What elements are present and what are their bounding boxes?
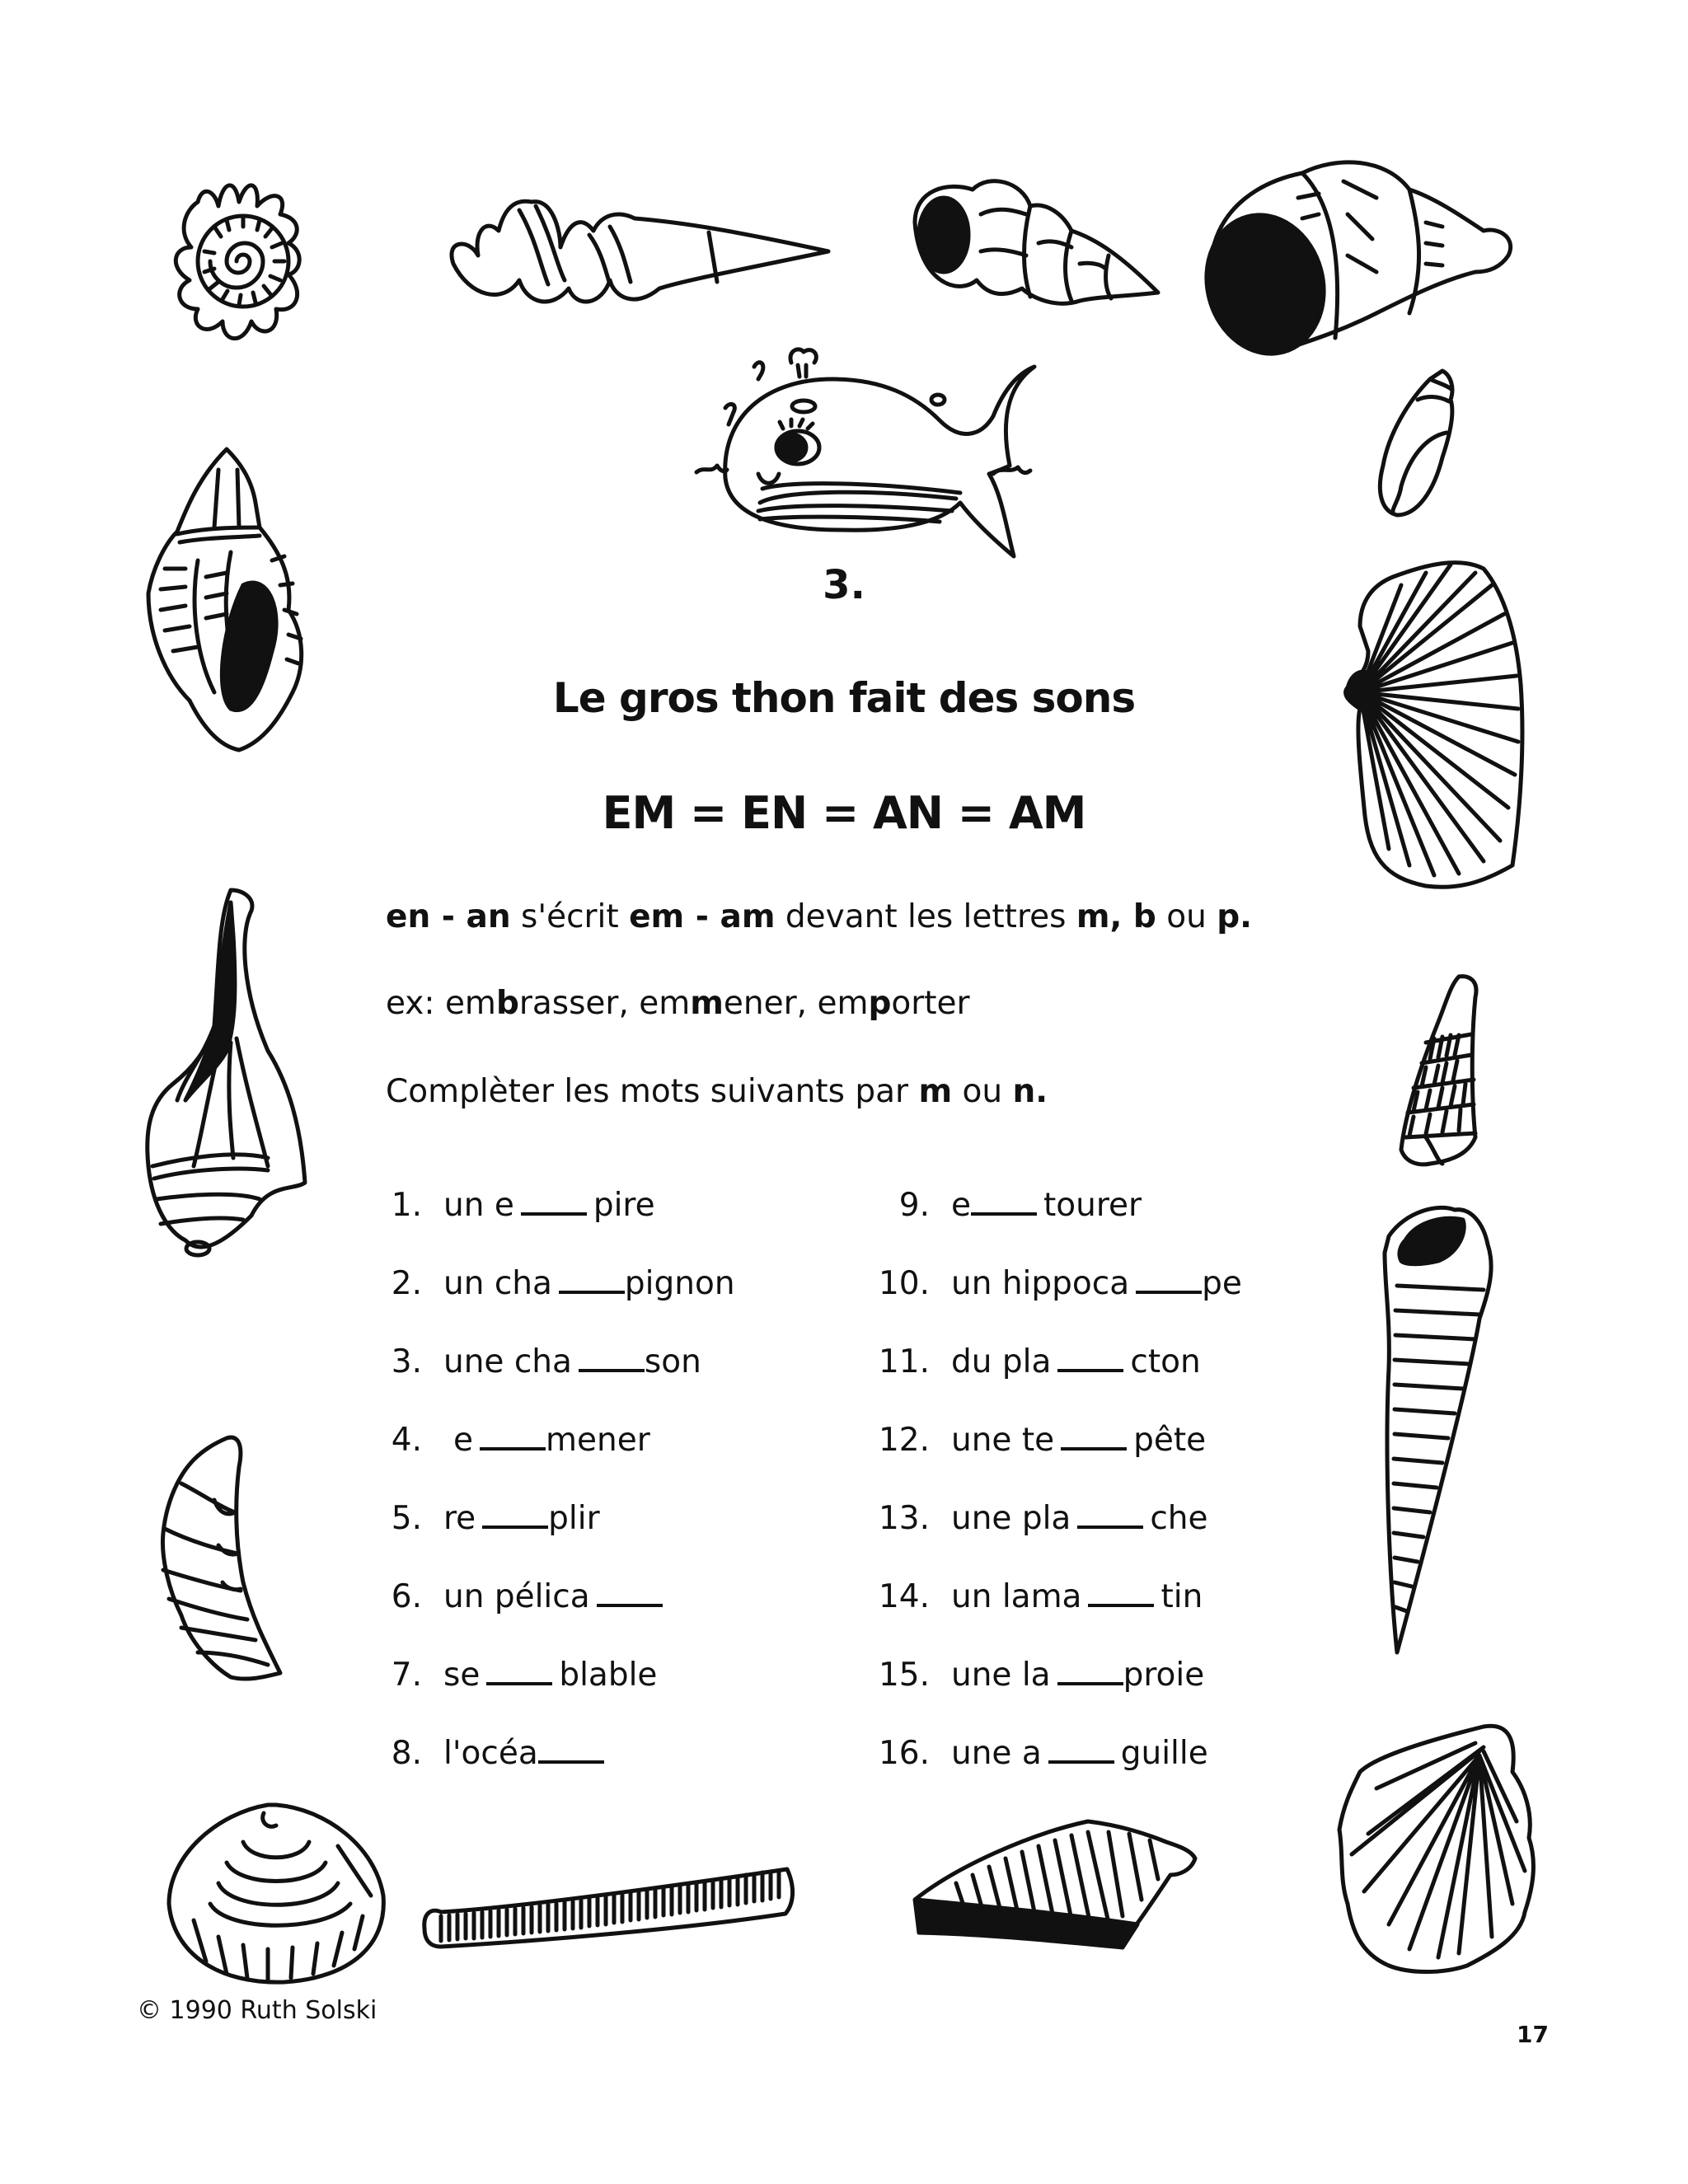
answer-blank[interactable] bbox=[1077, 1525, 1143, 1529]
example-word-part: em bbox=[444, 985, 496, 1022]
example-word-part: ener, bbox=[723, 985, 818, 1022]
exercise-suffix: proie bbox=[1123, 1657, 1205, 1694]
exercise-prefix: une pla bbox=[951, 1500, 1071, 1537]
exercise-item bbox=[387, 1500, 600, 1537]
exercise-item bbox=[387, 1187, 655, 1224]
exercise-suffix: che bbox=[1150, 1500, 1208, 1537]
exercise-prefix: un lama bbox=[951, 1578, 1082, 1615]
exercise-prefix: une te bbox=[951, 1422, 1055, 1459]
exercise-item bbox=[874, 1343, 1201, 1380]
exercise-prefix: re bbox=[443, 1500, 476, 1537]
exercise-item bbox=[874, 1187, 1142, 1224]
large-snail-shell-icon bbox=[1195, 148, 1525, 363]
lesson-number: 3. bbox=[823, 562, 865, 608]
exercise-prefix: un hippoca bbox=[951, 1265, 1130, 1302]
answer-blank[interactable] bbox=[486, 1681, 552, 1685]
instruction-text: ou bbox=[952, 1073, 1013, 1110]
answer-blank[interactable] bbox=[538, 1760, 604, 1764]
exercise-item bbox=[387, 1657, 657, 1694]
exercise-item bbox=[874, 1735, 1208, 1772]
segmented-shell-icon bbox=[148, 1434, 297, 1681]
answer-blank[interactable] bbox=[597, 1603, 663, 1607]
exercise-suffix: pire bbox=[593, 1187, 655, 1224]
whale-icon bbox=[676, 342, 1030, 573]
exercise-number: 7. bbox=[391, 1657, 422, 1694]
exercise-suffix: tin bbox=[1160, 1578, 1203, 1615]
example-line bbox=[386, 985, 970, 1022]
instruction-text: Complèter les mots suivants par bbox=[386, 1073, 919, 1110]
rule-text: ou bbox=[1156, 898, 1217, 935]
exercise-prefix: une cha bbox=[443, 1343, 572, 1380]
exercise-suffix: plir bbox=[548, 1500, 600, 1537]
sound-formula: EM = EN = AN = AM bbox=[602, 787, 1086, 839]
exercise-suffix: pête bbox=[1133, 1422, 1207, 1459]
exercise-number: 1. bbox=[391, 1187, 422, 1224]
exercise-item bbox=[874, 1500, 1207, 1537]
wavy-spiral-shell-icon bbox=[437, 173, 832, 321]
answer-blank[interactable] bbox=[1088, 1603, 1154, 1607]
clam-shell-icon bbox=[161, 1797, 392, 1986]
exercise-prefix: e bbox=[453, 1422, 473, 1459]
exercise-number: 12. bbox=[878, 1422, 930, 1459]
answer-blank[interactable] bbox=[521, 1212, 587, 1216]
exercise-item bbox=[387, 1422, 650, 1459]
page-number: 17 bbox=[1517, 2021, 1549, 2048]
exercise-suffix: blable bbox=[559, 1657, 658, 1694]
rule-text: s'écrit bbox=[510, 898, 630, 935]
exercise-suffix: pignon bbox=[624, 1265, 735, 1302]
exercise-number: 6. bbox=[391, 1578, 422, 1615]
answer-blank[interactable] bbox=[1057, 1368, 1123, 1372]
tower-auger-shell-icon bbox=[1393, 972, 1500, 1170]
exercise-item bbox=[874, 1265, 1242, 1302]
exercise-number: 16. bbox=[878, 1735, 930, 1772]
copyright-notice: © 1990 Ruth Solski bbox=[137, 1996, 377, 2025]
exercise-prefix: une a bbox=[951, 1735, 1042, 1772]
rule-bold-em-am: em - am bbox=[629, 898, 776, 935]
exercise-prefix: un e bbox=[443, 1187, 514, 1224]
small-olive-shell-icon bbox=[1376, 367, 1467, 523]
pointed-conch-shell-icon bbox=[136, 886, 326, 1257]
answer-blank[interactable] bbox=[482, 1525, 548, 1529]
exercise-suffix: guille bbox=[1120, 1735, 1208, 1772]
exercise-suffix: son bbox=[644, 1343, 701, 1380]
exercise-prefix: l'océa bbox=[443, 1735, 538, 1772]
answer-blank[interactable] bbox=[480, 1446, 546, 1451]
exercise-item bbox=[874, 1422, 1206, 1459]
exercise-number: 4. bbox=[391, 1422, 422, 1459]
answer-blank[interactable] bbox=[971, 1212, 1037, 1216]
exercise-number: 14. bbox=[878, 1578, 930, 1615]
exercise-number: 15. bbox=[878, 1657, 930, 1694]
exercise-number: 13. bbox=[878, 1500, 930, 1537]
example-highlight-letter: b bbox=[495, 985, 519, 1022]
answer-blank[interactable] bbox=[1061, 1446, 1127, 1451]
exercise-item bbox=[387, 1578, 669, 1615]
exercise-number: 9. bbox=[898, 1187, 930, 1224]
exercise-prefix: une la bbox=[951, 1657, 1051, 1694]
example-prefix: ex: bbox=[386, 985, 445, 1022]
rule-bold-p: p. bbox=[1217, 898, 1252, 935]
exercise-item bbox=[874, 1578, 1203, 1615]
cone-shell-icon bbox=[1372, 1203, 1496, 1665]
rule-text: devant les lettres bbox=[775, 898, 1076, 935]
exercise-item bbox=[874, 1657, 1204, 1694]
page-title: Le gros thon fait des sons bbox=[552, 674, 1136, 722]
example-word-part: em bbox=[817, 985, 869, 1022]
example-highlight-letter: m bbox=[690, 985, 724, 1022]
answer-blank[interactable] bbox=[579, 1368, 645, 1372]
whelk-shell-icon bbox=[907, 165, 1170, 313]
exercise-item bbox=[387, 1265, 735, 1302]
exercise-number: 8. bbox=[391, 1735, 422, 1772]
exercise-number: 3. bbox=[391, 1343, 422, 1380]
exercise-number: 10. bbox=[878, 1265, 930, 1302]
exercise-prefix: se bbox=[443, 1657, 481, 1694]
rule-bold-en-an: en - an bbox=[386, 898, 511, 935]
instruction-letter-m: m bbox=[918, 1073, 953, 1110]
instruction-letter-n: n. bbox=[1012, 1073, 1048, 1110]
exercise-number: 11. bbox=[878, 1343, 930, 1380]
exercise-prefix: e bbox=[951, 1187, 971, 1224]
exercise-suffix: mener bbox=[546, 1422, 650, 1459]
exercise-prefix: du pla bbox=[951, 1343, 1052, 1380]
answer-blank[interactable] bbox=[559, 1290, 625, 1294]
instruction-line bbox=[386, 1073, 1048, 1110]
answer-blank[interactable] bbox=[1136, 1290, 1202, 1294]
answer-blank[interactable] bbox=[1048, 1760, 1114, 1764]
razor-shell-icon bbox=[416, 1863, 795, 1953]
answer-blank[interactable] bbox=[1057, 1681, 1123, 1685]
exercise-prefix: un pélica bbox=[443, 1578, 590, 1615]
exercise-prefix: un cha bbox=[443, 1265, 552, 1302]
exercise-suffix: cton bbox=[1130, 1343, 1201, 1380]
exercise-suffix: pe bbox=[1202, 1265, 1242, 1302]
exercise-number: 2. bbox=[391, 1265, 422, 1302]
example-highlight-letter: p bbox=[868, 985, 892, 1022]
exercise-item bbox=[387, 1735, 611, 1772]
spiral-ammonite-shell-icon bbox=[165, 169, 387, 359]
example-word-part: orter bbox=[891, 985, 970, 1022]
scallop-shell-icon bbox=[1327, 1706, 1541, 1978]
exercise-item bbox=[387, 1343, 701, 1380]
example-word-part: rasser, bbox=[518, 985, 640, 1022]
volute-shell-icon bbox=[907, 1809, 1203, 1949]
exercise-number: 5. bbox=[391, 1500, 422, 1537]
spelling-rule bbox=[386, 898, 1252, 935]
example-word-part: em bbox=[639, 985, 691, 1022]
rule-bold-letters: m, b bbox=[1076, 898, 1156, 935]
exercise-suffix: tourer bbox=[1043, 1187, 1142, 1224]
